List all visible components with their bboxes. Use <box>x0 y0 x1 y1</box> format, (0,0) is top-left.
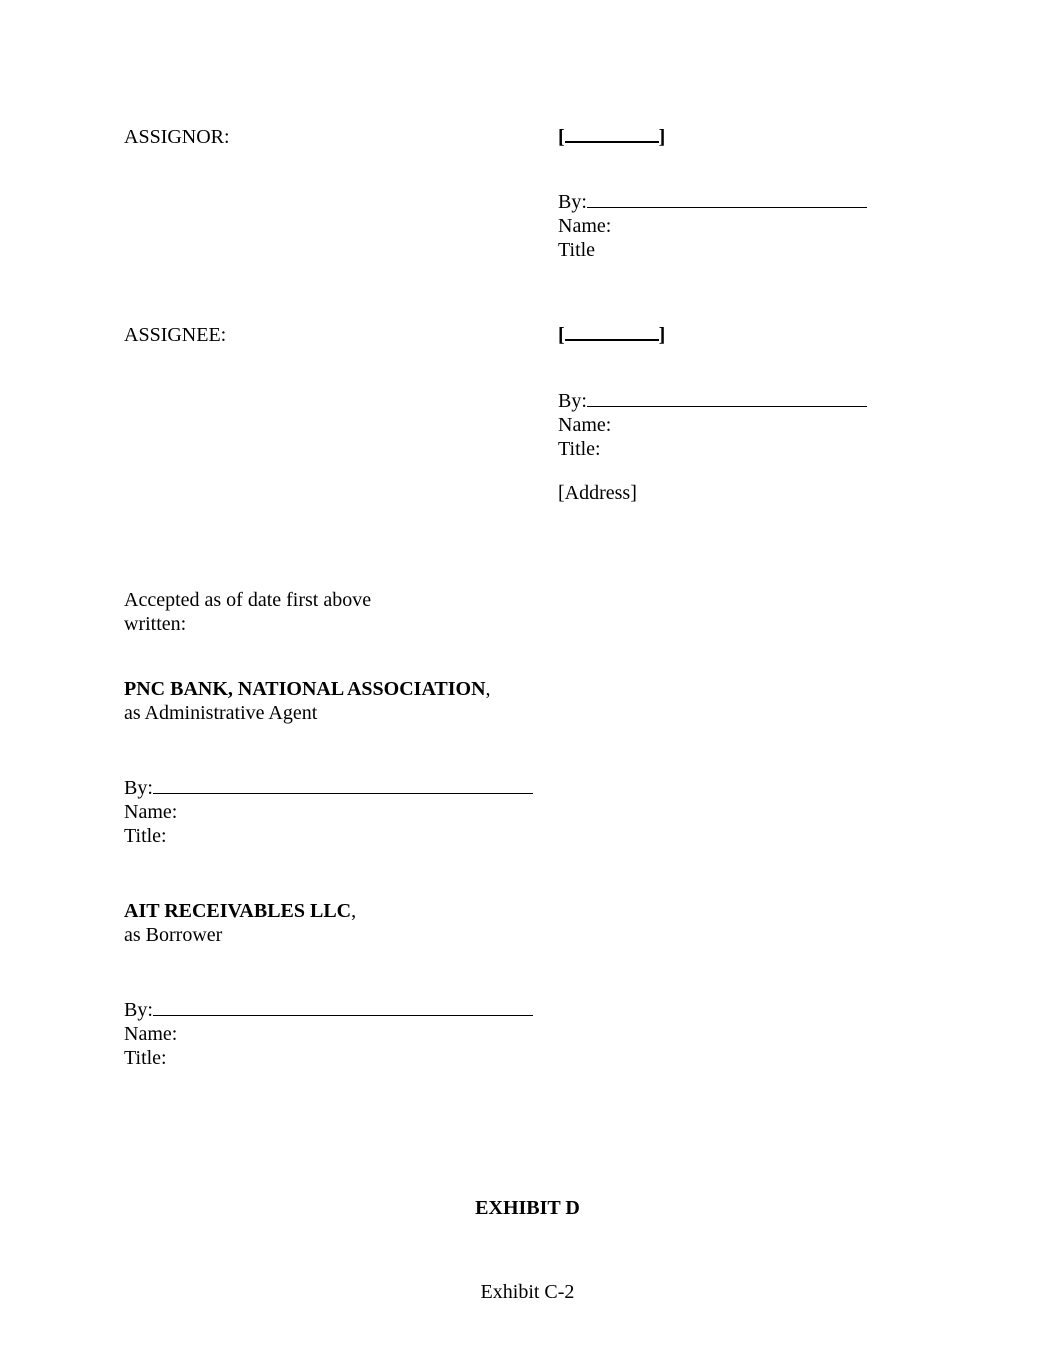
borrower-heading <box>124 899 356 923</box>
assignee-label: ASSIGNEE: <box>124 324 227 346</box>
agent-title-label: Title: <box>124 825 167 847</box>
assignor-label: ASSIGNOR: <box>124 126 230 148</box>
accepted-line-2: written: <box>124 613 187 635</box>
borrower-by-line <box>124 998 533 1022</box>
agent-comma: , <box>485 678 491 700</box>
exhibit-heading: EXHIBIT D <box>475 1197 580 1219</box>
borrower-role: as Borrower <box>124 924 223 946</box>
agent-by-line <box>124 776 533 800</box>
assignor-by-line <box>558 190 867 214</box>
accepted-line-1: Accepted as of date first above <box>124 589 372 611</box>
assignor-title-label: Title <box>558 239 596 261</box>
borrower-comma: , <box>351 900 357 922</box>
agent-signature-line <box>153 777 533 794</box>
assignor-signature-line <box>587 191 867 208</box>
assignee-address: [Address] <box>558 482 637 504</box>
borrower-title-label: Title: <box>124 1047 167 1069</box>
assignee-signature-line <box>587 390 867 407</box>
assignor-by-label: By: <box>558 191 587 213</box>
assignor-name-label: Name: <box>558 215 612 237</box>
borrower-entity-name: AIT RECEIVABLES LLC <box>124 900 352 922</box>
page-footer: Exhibit C-2 <box>480 1281 575 1303</box>
agent-role: as Administrative Agent <box>124 702 318 724</box>
assignee-by-line <box>558 389 867 413</box>
assignee-by-label: By: <box>558 390 587 412</box>
agent-heading <box>124 677 491 701</box>
agent-by-label: By: <box>124 777 153 799</box>
assignor-name-blank: [ ] <box>558 126 666 148</box>
borrower-by-label: By: <box>124 999 153 1021</box>
borrower-signature-line <box>153 999 533 1016</box>
assignee-name-blank: [ ] <box>558 324 666 346</box>
assignee-name-label: Name: <box>558 414 612 436</box>
agent-name-label: Name: <box>124 801 178 823</box>
assignee-title-label: Title: <box>558 438 601 460</box>
agent-entity-name: PNC BANK, NATIONAL ASSOCIATION <box>124 678 486 700</box>
borrower-name-label: Name: <box>124 1023 178 1045</box>
